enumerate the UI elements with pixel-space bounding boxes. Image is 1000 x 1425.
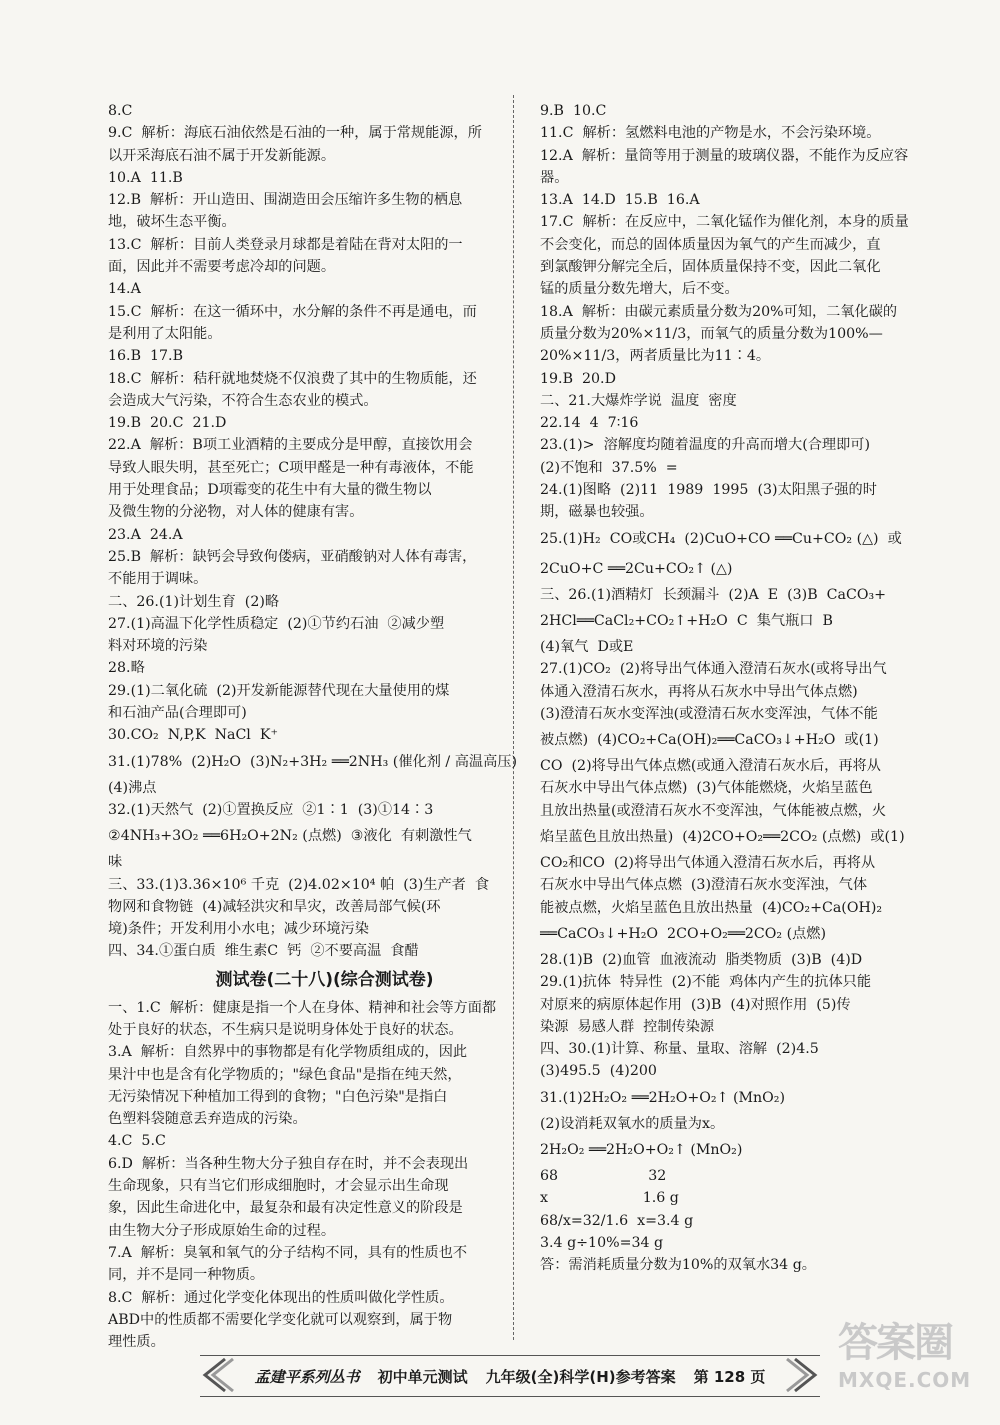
answer-line: (3)495.5 (4)200 bbox=[540, 1063, 657, 1080]
answer-line: 28.略 bbox=[108, 660, 145, 677]
answer-line: 石灰水中导出气体点燃 (3)澄清石灰水变浑浊，气体 bbox=[540, 877, 868, 894]
answer-line: 22.A 解析：B项工业酒精的主要成分是甲醇，直接饮用会 bbox=[108, 437, 473, 454]
footer-page-number: 第 128 页 bbox=[693, 1367, 766, 1386]
answer-line: 6.D 解析：当各种生物大分子独自存在时，并不会表现出 bbox=[108, 1155, 469, 1172]
answer-line: 且放出热量(或澄清石灰水不变浑浊，气体能被点燃，火 bbox=[540, 802, 887, 819]
answer-line: 25.(1)H₂ CO或CH₄ (2)CuO+CO ══Cu+CO₂ (△) 或 bbox=[540, 530, 902, 547]
answer-line: 能被点燃，火焰呈蓝色且放出热量 (4)CO₂+Ca(OH)₂ bbox=[540, 899, 883, 916]
answer-line: 会造成大气污染，不符合生态农业的模式。 bbox=[108, 392, 378, 409]
answer-line: 体通入澄清石灰水，再将从石灰水中导出气体点燃) bbox=[540, 683, 858, 700]
answer-line: 境)条件；开发利用小水电；减少环境污染 bbox=[108, 921, 369, 938]
answer-line: 料对环境的污染 bbox=[108, 638, 208, 655]
answer-line: 不会变化，而总的固体质量因为氧气的产生而减少，直 bbox=[540, 236, 881, 253]
answer-line: 8.C bbox=[108, 103, 133, 119]
answer-line: 染源 易感人群 控制传染源 bbox=[540, 1018, 715, 1035]
answer-line: 23.(1)> 溶解度均随着温度的升高而增大(合理即可) bbox=[540, 437, 871, 454]
answer-line: (3)澄清石灰水变浑浊(或澄清石灰水变浑浊，气体不能 bbox=[540, 705, 878, 722]
answer-line: (4)氧气 D或E bbox=[540, 638, 634, 655]
answer-line: 13.C 解析：目前人类登录月球都是着陆在背对太阳的一 bbox=[108, 236, 463, 253]
answer-line: 象，因此生命进化中，最复杂和最有决定性意义的阶段是 bbox=[108, 1200, 463, 1217]
answer-line: ②4NH₃+3O₂ ══6H₂O+2N₂ (点燃) ③液化 有刺激性气 bbox=[108, 828, 472, 845]
answer-line: 24.(1)图略 (2)11 1989 1995 (3)太阳黑子强的时 bbox=[540, 482, 877, 499]
answer-line: 锰的质量分数先增大，后不变。 bbox=[540, 281, 739, 298]
answer-line: 以开采海底石油不属于开发新能源。 bbox=[108, 147, 336, 164]
answer-line: 68 32 bbox=[540, 1167, 667, 1184]
answer-line: 三、26.(1)酒精灯 长颈漏斗 (2)A E (3)B CaCO₃+ bbox=[540, 586, 887, 603]
answer-line: 面，因此并不需要考虑冷却的问题。 bbox=[108, 259, 336, 276]
answer-line: 20%×11/3，两者质量比为11∶4。 bbox=[540, 348, 771, 365]
answer-line: 是利用了太阳能。 bbox=[108, 325, 222, 342]
answer-line: 色塑料袋随意丢弃造成的污染。 bbox=[108, 1111, 307, 1128]
answer-line: 68/x=32/1.6 x=3.4 g bbox=[540, 1212, 694, 1229]
right-column bbox=[540, 100, 909, 1276]
answer-line: 7.A 解析：臭氧和氧气的分子结构不同，具有的性质也不 bbox=[108, 1244, 468, 1261]
answer-line: 期，磁暴也较强。 bbox=[540, 504, 654, 521]
answer-line: 2H₂O₂ ══2H₂O+O₂↑ (MnO₂) bbox=[540, 1141, 743, 1158]
answer-line: 31.(1)2H₂O₂ ══2H₂O+O₂↑ (MnO₂) bbox=[540, 1089, 786, 1106]
answer-line: 和石油产品(合理即可) bbox=[108, 705, 247, 722]
answer-line: 二、26.(1)计划生育 (2)略 bbox=[108, 593, 280, 610]
answer-line: 三、33.(1)3.36×10⁶ 千克 (2)4.02×10⁴ 帕 (3)生产者 食 bbox=[108, 876, 490, 893]
answer-line: ABD中的性质都不需要化学变化就可以观察到，属于物 bbox=[108, 1311, 453, 1328]
left-column bbox=[108, 100, 517, 1353]
column-divider bbox=[513, 95, 514, 1340]
answer-line: 12.A 解析：量筒等用于测量的玻璃仪器，不能作为反应容 bbox=[540, 147, 909, 164]
answer-line: 18.C 解析：秸秆就地焚烧不仅浪费了其中的生物质能，还 bbox=[108, 370, 477, 387]
answer-line: 焰呈蓝色且放出热量) (4)2CO+O₂══2CO₂ (点燃) 或(1) bbox=[540, 829, 905, 846]
answer-line: 同，并不是同一种物质。 bbox=[108, 1267, 265, 1284]
answer-line: 理性质。 bbox=[108, 1334, 165, 1351]
answer-line: 4.C 5.C bbox=[108, 1133, 166, 1150]
answer-line: 到氯酸钾分解完全后，固体质量保持不变，因此二氧化 bbox=[540, 259, 881, 276]
answer-line: 四、30.(1)计算、称量、量取、溶解 (2)4.5 bbox=[540, 1041, 819, 1058]
footer-series: 孟建平系列丛书 bbox=[254, 1367, 360, 1386]
answer-line: 29.(1)二氧化硫 (2)开发新能源替代现在大量使用的煤 bbox=[108, 682, 450, 699]
answer-line: 11.C 解析：氢燃料电池的产物是水，不会污染环境。 bbox=[540, 125, 881, 142]
answer-line: 对原来的病原体起作用 (3)B (4)对照作用 (5)传 bbox=[540, 996, 851, 1013]
answer-line: 27.(1)CO₂ (2)将导出气体通入澄清石灰水(或将导出气 bbox=[540, 661, 887, 678]
answer-line: 10.A 11.B bbox=[108, 169, 183, 186]
answer-line: 28.(1)B (2)血管 血液流动 脂类物质 (3)B (4)D bbox=[540, 951, 863, 968]
answer-line: 质量分数为20%×11/3，而氧气的质量分数为100%— bbox=[540, 325, 883, 342]
section-title: 测试卷(二十八)(综合测试卷) bbox=[215, 969, 434, 990]
answer-line: 19.B 20.D bbox=[540, 370, 616, 387]
answer-line: 不能用于调味。 bbox=[108, 571, 208, 588]
watermark-url: MXQE.COM bbox=[838, 1368, 972, 1392]
answer-line: 导致人眼失明，甚至死亡；C项甲醛是一种有毒液体，不能 bbox=[108, 459, 474, 476]
answer-line: 无污染情况下种植加工得到的食物；"白色污染"是指白 bbox=[108, 1088, 448, 1105]
answer-line: 14.A bbox=[108, 281, 141, 298]
answer-line: 19.B 20.C 21.D bbox=[108, 415, 227, 432]
answer-line: 12.B 解析：开山造田、围湖造田会压缩许多生物的栖息 bbox=[108, 192, 463, 209]
answer-line: 由生物大分子形成原始生命的过程。 bbox=[108, 1222, 336, 1239]
answer-line: 17.C 解析：在反应中，二氧化锰作为催化剂，本身的质量 bbox=[540, 214, 909, 231]
answer-line: 32.(1)天然气 (2)①置换反应 ②1∶1 (3)①14∶3 bbox=[108, 801, 434, 818]
answer-line: 2CuO+C ══2Cu+CO₂↑ (△) bbox=[540, 560, 733, 577]
answer-line: 器。 bbox=[540, 169, 569, 186]
answer-line: 25.B 解析：缺钙会导致佝偻病，亚硝酸钠对人体有毒害， bbox=[108, 548, 477, 565]
answer-line: 22.14 4 7∶16 bbox=[540, 415, 639, 432]
answer-line: (2)不饱和 37.5% = bbox=[540, 459, 678, 476]
answer-line: 石灰水中导出气体点燃) (3)气体能燃烧，火焰呈蓝色 bbox=[540, 780, 873, 797]
left-answers-block bbox=[108, 100, 517, 963]
left-answers-block-2 bbox=[108, 997, 501, 1354]
answer-line: 生命现象，只有当它们形成细胞时，才会显示出生命现 bbox=[108, 1178, 449, 1195]
answer-line: 9.C 解析：海底石油依然是石油的一种，属于常规能源，所 bbox=[108, 125, 482, 142]
answer-line: 用于处理食品；D项霉变的花生中有大量的微生物以 bbox=[108, 482, 432, 499]
answer-line: CO (2)将导出气体点燃(或通入澄清石灰水后，再将从 bbox=[540, 758, 881, 775]
answer-line: (4)沸点 bbox=[108, 779, 157, 796]
answer-line: 9.B 10.C bbox=[540, 103, 607, 119]
answer-line: 答：需消耗质量分数为10%的双氧水34 g。 bbox=[540, 1257, 816, 1274]
answer-line: 地，破坏生态平衡。 bbox=[108, 214, 236, 231]
watermark-logo bbox=[838, 1318, 988, 1418]
watermark-text: 答案圈 bbox=[838, 1320, 952, 1366]
answer-line: 16.B 17.B bbox=[108, 348, 183, 365]
answer-line: 四、34.①蛋白质 维生素C 钙 ②不要高温 食醋 bbox=[108, 943, 419, 960]
answer-line: 3.4 g÷10%=34 g bbox=[540, 1234, 664, 1251]
answer-line: 物网和食物链 (4)减轻洪灾和旱灾，改善局部气候(环 bbox=[108, 898, 441, 915]
answer-line: 2HCl══CaCl₂+CO₂↑+H₂O C 集气瓶口 B bbox=[540, 612, 833, 629]
answer-line: 13.A 14.D 15.B 16.A bbox=[540, 192, 700, 209]
answer-line: 一、1.C 解析：健康是指一个人在身体、精神和社会等方面都 bbox=[108, 999, 497, 1016]
answer-line: 15.C 解析：在这一循环中，水分解的条件不再是通电，而 bbox=[108, 303, 477, 320]
answer-line: 被点燃) (4)CO₂+Ca(OH)₂══CaCO₃↓+H₂O 或(1) bbox=[540, 732, 879, 749]
answer-line: 味 bbox=[108, 854, 123, 871]
answer-line: 23.A 24.A bbox=[108, 526, 183, 543]
answer-line: x 1.6 g bbox=[540, 1190, 679, 1207]
answer-line: 二、21.大爆炸学说 温度 密度 bbox=[540, 392, 737, 409]
footer-book: 初中单元测试 bbox=[377, 1367, 468, 1386]
answer-line: 8.C 解析：通过化学变化体现出的性质叫做化学性质。 bbox=[108, 1289, 454, 1306]
answer-line: 处于良好的状态，不生病只是说明身体处于良好的状态。 bbox=[108, 1021, 463, 1038]
answer-line: (2)设消耗双氧水的质量为x。 bbox=[540, 1115, 725, 1132]
answer-line: 果汁中也是含有化学物质的；"绿色食品"是指在纯天然， bbox=[108, 1066, 462, 1083]
answer-line: 29.(1)抗体 特异性 (2)不能 鸡体内产生的抗体只能 bbox=[540, 974, 872, 991]
page-footer bbox=[200, 1355, 820, 1397]
answer-line: 18.A 解析：由碳元素质量分数为20%可知，二氧化碳的 bbox=[540, 303, 898, 320]
answer-line: 3.A 解析：自然界中的事物都是有化学物质组成的，因此 bbox=[108, 1044, 468, 1061]
answer-line: 及微生物的分泌物，对人体的健康有害。 bbox=[108, 504, 364, 521]
answer-line: 31.(1)78% (2)H₂O (3)N₂+3H₂ ══2NH₃ (催化剂 / 高温高压) bbox=[108, 753, 517, 770]
footer-subject: 九年级(全)科学(H)参考答案 bbox=[485, 1367, 676, 1386]
answer-line: 30.CO₂ N,P,K NaCl K⁺ bbox=[108, 727, 278, 744]
answer-line: 27.(1)高温下化学性质稳定 (2)①节约石油 ②减少塑 bbox=[108, 615, 445, 632]
answer-line: ══CaCO₃↓+H₂O 2CO+O₂══2CO₂ (点燃) bbox=[540, 925, 827, 942]
answer-line: CO₂和CO (2)将导出气体通入澄清石灰水后，再将从 bbox=[540, 855, 876, 872]
